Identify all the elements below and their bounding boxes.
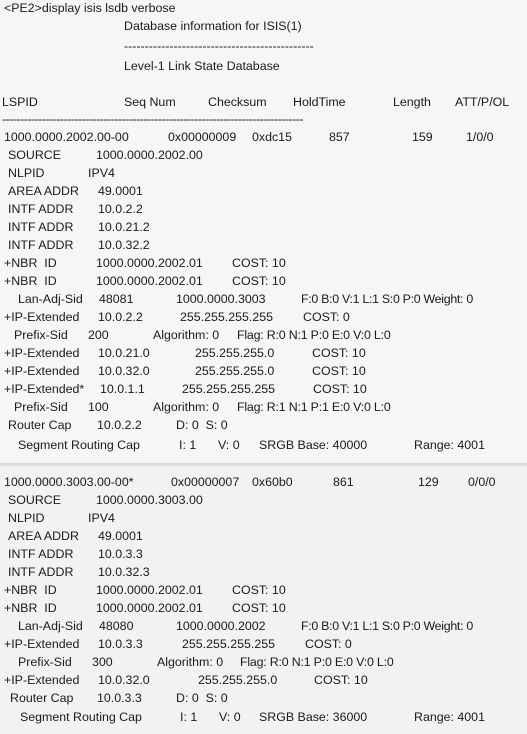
lsp1-ip3-addr: 10.0.32.0 [98,364,150,378]
lsp2-ps1-algo: Algorithm: 0 [157,655,224,669]
lsp1-ps1-algo: Algorithm: 0 [153,328,220,342]
lsp2-ip1-mask: 255.255.255.255 [182,637,276,651]
lsp2-nbr1-cost: COST: 10 [232,583,286,597]
lsp1-ip1-addr: 10.0.2.2 [98,310,143,324]
lsp2-rc-flags: D: 0 S: 0 [176,691,228,705]
lsp2-src-range: Range: 4001 [414,710,485,724]
level-title: Level-1 Link State Database [124,59,280,73]
column-header-att: ATT/P/OL [455,95,510,109]
lsp1-lanadj-id: 1000.0000.3003 [176,292,266,306]
lsp1-ps2-flags: Flag: R:1 N:1 P:1 E:0 V:0 L:0 [237,400,391,414]
lsp1-nlpid-value: IPV4 [88,166,115,180]
lsp1-nbr2-cost: COST: 10 [232,274,286,288]
lsp2-holdtime: 861 [333,475,354,489]
lsp2-src-v: V: 0 [219,710,241,724]
lsp1-nbr2-label: +NBR ID [4,274,57,288]
lsp1-rc-value: 10.0.2.2 [97,418,142,432]
database-title: Database information for ISIS(1) [124,19,302,33]
lsp2-src-i: I: 1 [180,710,198,724]
lsp2-ip2-mask: 255.255.255.0 [198,673,278,687]
lsp2-lanadj-sid: 48080 [99,619,134,633]
lsp1-ps2-value: 100 [88,400,109,414]
lsp1-intf1-label: INTF ADDR [8,202,74,216]
lsp2-intf1-label: INTF ADDR [8,547,74,561]
lsp1-intf3-label: INTF ADDR [8,238,74,252]
lsp2-rc-value: 10.0.3.3 [97,691,142,705]
lsp2-ip2-cost: COST: 10 [314,673,368,687]
lsp1-lanadj-sid: 48081 [99,292,134,306]
lsp1-ip4-addr: 10.0.1.1 [100,382,145,396]
lsp1-lspid: 1000.0000.2002.00-00 [4,130,129,144]
lsp2-src-label: Segment Routing Cap [20,710,142,724]
lsp2-intf2-value: 10.0.32.3 [98,565,150,579]
lsp2-nbr2-label: +NBR ID [4,601,57,615]
lsp1-ps2-label: Prefix-Sid [14,400,68,414]
lsp1-rc-flags: D: 0 S: 0 [176,418,228,432]
lsp2-source-label: SOURCE [8,493,62,507]
lsp1-src-range: Range: 4001 [414,438,485,452]
lsp2-lspid: 1000.0000.3003.00-00* [4,475,134,489]
column-header-length: Length [393,95,431,109]
lsp1-ip4-cost: COST: 10 [313,382,367,396]
lsp1-nlpid-label: NLPID [8,166,45,180]
lsp1-ip1-mask: 255.255.255.255 [180,310,274,324]
lsp1-ps1-flags: Flag: R:0 N:1 P:0 E:0 V:0 L:0 [237,328,391,342]
lsp1-intf3-value: 10.0.32.2 [98,238,150,252]
lsp1-lanadj-label: Lan-Adj-Sid [18,292,83,306]
lsp1-ip4-label: +IP-Extended* [4,382,85,396]
lsp1-ip3-label: +IP-Extended [4,364,80,378]
lsp2-lanadj-label: Lan-Adj-Sid [18,619,83,633]
title-separator: ---------------------------------------------- [124,39,314,53]
lsp1-source-label: SOURCE [8,148,62,162]
lsp2-nbr2-cost: COST: 10 [232,601,286,615]
lsp1-nbr1-cost: COST: 10 [232,256,286,270]
lsp1-area-label: AREA ADDR [8,184,79,198]
lsp1-lanadj-flags: F:0 B:0 V:1 L:1 S:0 P:0 Weight: 0 [301,292,473,306]
lsp1-ip2-label: +IP-Extended [4,346,80,360]
lsp1-att: 1/0/0 [466,130,494,144]
command-prompt: <PE2>display isis lsdb verbose [4,1,176,15]
lsp1-ip1-cost: COST: 0 [303,310,350,324]
lsp1-ps1-label: Prefix-Sid [14,328,68,342]
lsp2-ip1-cost: COST: 0 [305,637,352,651]
lsp1-intf2-label: INTF ADDR [8,220,74,234]
lsp2-ip2-addr: 10.0.32.0 [98,673,150,687]
lsp2-lanadj-flags: F:0 B:0 V:1 L:1 S:0 P:0 Weight: 0 [301,619,473,633]
lsp2-att: 0/0/0 [468,475,496,489]
lsp1-src-base: SRGB Base: 40000 [259,438,368,452]
lsp1-length: 159 [412,130,433,144]
lsp2-src-base: SRGB Base: 36000 [259,710,368,724]
lsp2-ip2-label: +IP-Extended [4,673,80,687]
lsp2-ip1-label: +IP-Extended [4,637,80,651]
lsp1-ip4-mask: 255.255.255.255 [182,382,276,396]
lsp2-area-label: AREA ADDR [8,529,79,543]
lsp2-lanadj-id: 1000.0000.2002 [176,619,266,633]
lsp2-intf1-value: 10.0.3.3 [98,547,143,561]
lsp2-nlpid-label: NLPID [8,511,45,525]
lsp1-source-value: 1000.0000.2002.00 [96,148,203,162]
column-header-seq: Seq Num [124,95,176,109]
column-header-holdtime: HoldTime [293,95,346,109]
terminal-output-bottom [0,466,527,734]
lsp1-nbr1-value: 1000.0000.2002.01 [96,256,203,270]
lsp1-src-v: V: 0 [218,438,240,452]
lsp1-ip3-mask: 255.255.255.0 [195,364,275,378]
lsp1-holdtime: 857 [329,130,350,144]
lsp1-checksum: 0xdc15 [252,130,292,144]
lsp2-intf2-label: INTF ADDR [8,565,74,579]
lsp1-ip2-addr: 10.0.21.0 [98,346,150,360]
lsp1-intf1-value: 10.0.2.2 [98,202,143,216]
lsp1-ip1-label: +IP-Extended [4,310,80,324]
lsp2-ps1-flags: Flag: R:0 N:1 P:0 E:0 V:0 L:0 [240,655,394,669]
column-header-lspid: LSPID [2,95,38,109]
lsp2-nbr1-label: +NBR ID [4,583,57,597]
lsp1-ps1-value: 200 [88,328,109,342]
lsp1-ip2-cost: COST: 10 [312,346,366,360]
lsp2-rc-label: Router Cap [10,691,74,705]
lsp1-intf2-value: 10.0.21.2 [98,220,150,234]
lsp1-rc-label: Router Cap [8,418,72,432]
column-header-checksum: Checksum [208,95,267,109]
lsp2-checksum: 0x60b0 [252,475,293,489]
lsp2-nlpid-value: IPV4 [88,511,115,525]
column-rule: ----------------------------------------------------------------------------------- [2,112,303,126]
lsp2-length: 129 [418,475,439,489]
lsp2-area-value: 49.0001 [98,529,143,543]
lsp2-ps1-label: Prefix-Sid [18,655,72,669]
lsp1-src-label: Segment Routing Cap [18,438,140,452]
lsp2-source-value: 1000.0000.3003.00 [96,493,203,507]
lsp1-nbr2-value: 1000.0000.2002.01 [96,274,203,288]
lsp1-ps2-algo: Algorithm: 0 [153,400,220,414]
lsp1-seq: 0x00000009 [168,130,237,144]
lsp1-ip3-cost: COST: 10 [312,364,366,378]
lsp2-nbr1-value: 1000.0000.2002.01 [96,583,203,597]
lsp1-area-value: 49.0001 [98,184,143,198]
lsp2-ps1-value: 300 [92,655,113,669]
lsp1-ip2-mask: 255.255.255.0 [195,346,275,360]
lsp2-nbr2-value: 1000.0000.2002.01 [96,601,203,615]
lsp2-ip1-addr: 10.0.3.3 [98,637,143,651]
lsp1-nbr1-label: +NBR ID [4,256,57,270]
lsp2-seq: 0x00000007 [171,475,240,489]
lsp1-src-i: I: 1 [179,438,197,452]
